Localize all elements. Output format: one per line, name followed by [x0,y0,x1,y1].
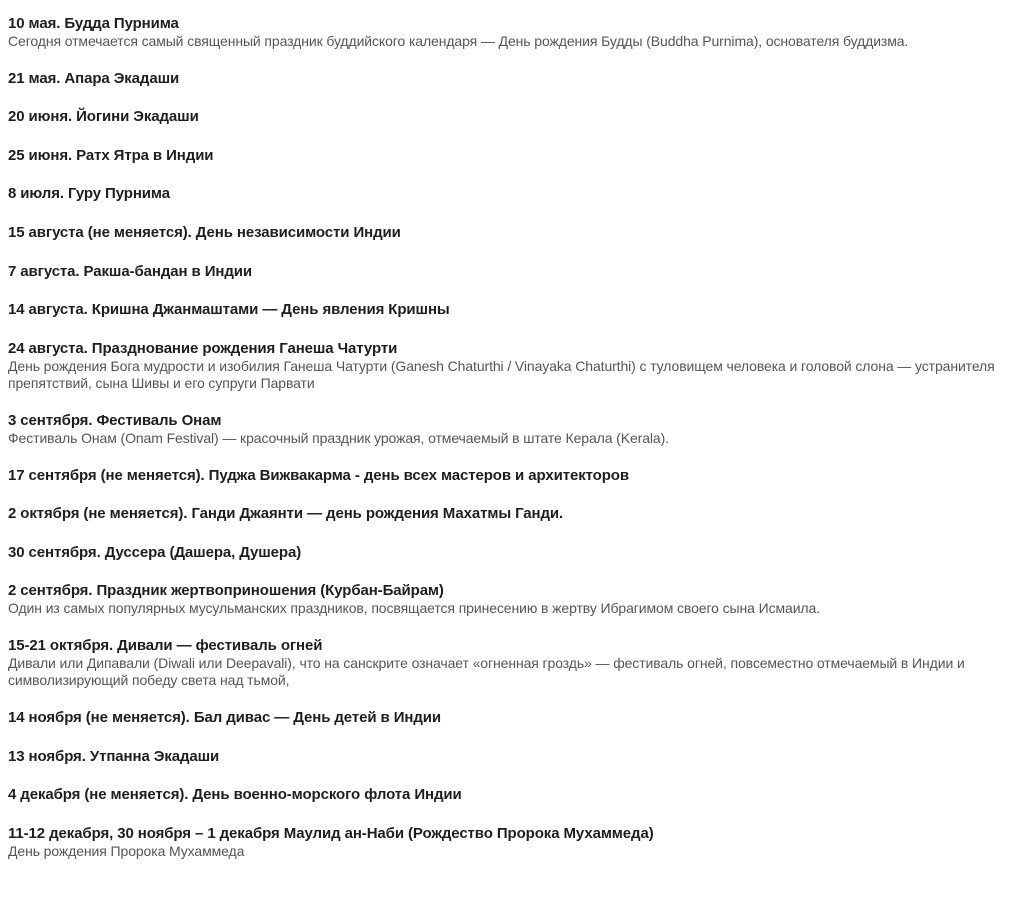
holiday-entry [8,106,1020,127]
holiday-entry [8,823,1020,860]
holiday-entry [8,635,1020,689]
holiday-description: День рождения Бога мудрости и изобилия Ганеша Чатурти (Ganesh Chaturthi / Vinayaka Chaturthi) с туловищем человека и головой слона — устранителя препятствий, сына Шивы и его супруги Парвати [8,358,995,391]
holiday-entry [8,465,1020,486]
holiday-entry [8,299,1020,320]
holiday-entry [8,410,1020,447]
holiday-title: 30 сентября. Дуссера (Дашера, Душера) [8,544,302,561]
holiday-title: 20 июня. Йогини Экадаши [8,108,199,125]
holiday-entry [8,580,1020,617]
holiday-entry [8,338,1020,392]
holiday-title: 14 августа. Кришна Джанмаштами — День явления Кришны [8,301,450,318]
holiday-title: 7 августа. Ракша-бандан в Индии [8,263,253,280]
holiday-title: 10 мая. Будда Пурнима [8,15,179,32]
holiday-entry [8,145,1020,166]
holiday-description: Один из самых популярных мусульманских праздников, посвящается принесению в жертву Ибрагимом своего сына Исмаила. [8,600,820,616]
holiday-description: Дивали или Дипавали (Diwali или Deepavali), что на санскрите означает «огненная гроздь» — фестиваль огней, повсеместно отмечаемый в Индии и символизирующий победу света над тьмой, [8,655,965,688]
holiday-description: Сегодня отмечается самый священный праздник буддийского календаря — День рождения Будды (Buddha Purnima), основателя буддизма. [8,33,909,49]
holiday-entry [8,784,1020,805]
holiday-title: 4 декабря (не меняется). День военно-морского флота Индии [8,786,462,803]
holiday-entry [8,13,1020,50]
holiday-title: 15 августа (не меняется). День независимости Индии [8,224,401,241]
holiday-entry [8,503,1020,524]
holiday-title: 11-12 декабря, 30 ноября – 1 декабря Маулид ан-Наби (Рождество Пророка Мухаммеда) [8,825,654,842]
holiday-entry [8,542,1020,563]
holiday-entry [8,183,1020,204]
holiday-title: 25 июня. Ратх Ятра в Индии [8,147,214,164]
holiday-title: 14 ноября (не меняется). Бал дивас — День детей в Индии [8,709,442,726]
holiday-title: 8 июля. Гуру Пурнима [8,185,170,202]
holiday-entry [8,261,1020,282]
holiday-entry [8,68,1020,89]
holiday-entry [8,746,1020,767]
holiday-title: 2 сентября. Праздник жертвоприношения (Курбан-Байрам) [8,582,444,599]
holiday-description: Фестиваль Онам (Onam Festival) — красочный праздник урожая, отмечаемый в штате Керала (Kerala). [8,430,669,446]
holiday-title: 15-21 октября. Дивали — фестиваль огней [8,637,323,654]
holiday-title: 3 сентября. Фестиваль Онам [8,412,222,429]
holiday-title: 13 ноября. Утпанна Экадаши [8,748,220,765]
holiday-description: День рождения Пророка Мухаммеда [8,843,245,859]
holiday-entry [8,222,1020,243]
holiday-title: 24 августа. Празднование рождения Ганеша Чатурти [8,340,398,357]
holiday-entry [8,707,1020,728]
holiday-title: 2 октября (не меняется). Ганди Джаянти — день рождения Махатмы Ганди. [8,505,564,522]
holiday-title: 17 сентября (не меняется). Пуджа Вижвакарма - день всех мастеров и архитекторов [8,467,629,484]
holiday-title: 21 мая. Апара Экадаши [8,70,180,87]
holiday-list [8,13,1020,860]
